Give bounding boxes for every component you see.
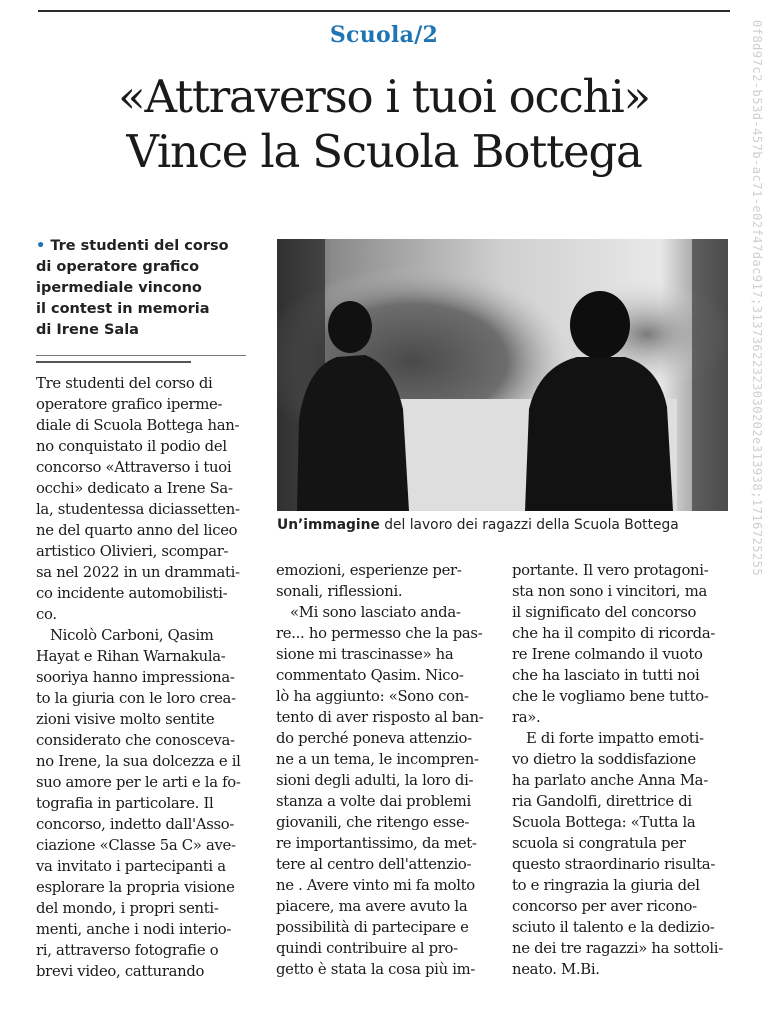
- body-line: zioni visive molto sentite: [36, 711, 215, 728]
- body-line: la, studentessa diciassetten-: [36, 501, 240, 518]
- summary-line: il contest in memoria: [36, 301, 210, 317]
- article-column-2: [276, 560, 492, 980]
- body-line: il significato del concorso: [512, 604, 697, 621]
- body-line: ne del quarto anno del liceo: [36, 522, 238, 539]
- body-line: concorso per aver ricono-: [512, 898, 697, 915]
- body-line: co.: [36, 606, 57, 623]
- body-line: re importantissimo, da met-: [276, 835, 477, 852]
- body-line: ne a un tema, le incompren-: [276, 751, 479, 768]
- body-line: re Irene colmando il vuoto: [512, 646, 703, 663]
- top-rule: [38, 10, 730, 12]
- body-line: ha parlato anche Anna Ma-: [512, 772, 708, 789]
- body-line: no Irene, la sua dolcezza e il: [36, 753, 241, 770]
- body-line: re... ho permesso che la pas-: [276, 625, 483, 642]
- body-line: Nicolò Carboni, Qasim: [50, 627, 214, 644]
- body-line: portante. Il vero protagoni-: [512, 562, 709, 579]
- body-line: ra».: [512, 709, 541, 726]
- body-line: ria Gandolfi, direttrice di: [512, 793, 692, 810]
- photo-caption: [277, 517, 732, 533]
- body-line: ri, attraverso fotografie o: [36, 942, 219, 959]
- body-line: va invitato i partecipanti a: [36, 858, 226, 875]
- body-line: operatore grafico iperme-: [36, 396, 223, 413]
- body-line: sta non sono i vincitori, ma: [512, 583, 707, 600]
- body-line: tere al centro dell'attenzio-: [276, 856, 472, 873]
- body-line: commentato Qasim. Nico-: [276, 667, 464, 684]
- body-line: «Mi sono lasciato anda-: [290, 604, 461, 621]
- body-line: co incidente automobilisti-: [36, 585, 228, 602]
- body-line: tografia in particolare. Il: [36, 795, 214, 812]
- body-line: to la giuria con le loro crea-: [36, 690, 236, 707]
- body-line: menti, anche i nodi interio-: [36, 921, 232, 938]
- body-line: lò ha aggiunto: «Sono con-: [276, 688, 469, 705]
- body-line: possibilità di partecipare e: [276, 919, 469, 936]
- body-line: questo straordinario risulta-: [512, 856, 716, 873]
- body-line: esplorare la propria visione: [36, 879, 235, 896]
- article-photo: [277, 239, 728, 511]
- summary-line: di operatore grafico: [36, 259, 200, 275]
- summary-divider-accent: [36, 361, 191, 363]
- body-line: Scuola Bottega: «Tutta la: [512, 814, 696, 831]
- body-line: che ha il compito di ricorda-: [512, 625, 716, 642]
- summary-box: [36, 236, 246, 341]
- caption-lead: Un’immagine: [277, 517, 380, 533]
- body-line: giovanili, che ritengo esse-: [276, 814, 470, 831]
- body-line: sonali, riflessioni.: [276, 583, 403, 600]
- body-line: sciuto il talento e la dedizio-: [512, 919, 715, 936]
- headline-line-1: «Attraverso i tuoi occhi»: [118, 70, 650, 123]
- body-line: suo amore per le arti e la fo-: [36, 774, 241, 791]
- body-line: to e ringrazia la giuria del: [512, 877, 700, 894]
- body-line: del mondo, i propri senti-: [36, 900, 219, 917]
- caption-text: del lavoro dei ragazzi della Scuola Bottega: [379, 517, 679, 533]
- article-column-3: [512, 560, 730, 980]
- summary-line: di Irene Sala: [36, 322, 139, 338]
- body-line: concorso «Attraverso i tuoi: [36, 459, 232, 476]
- body-line: stanza a volte dai problemi: [276, 793, 471, 810]
- article-photo-image: [277, 239, 728, 511]
- body-line: ciazione «Classe 5a C» ave-: [36, 837, 236, 854]
- body-line: sooriya hanno impressiona-: [36, 669, 235, 686]
- body-line: che le vogliamo bene tutto-: [512, 688, 709, 705]
- body-line: ne dei tre ragazzi» ha sottoli-: [512, 940, 723, 957]
- body-line: occhi» dedicato a Irene Sa-: [36, 480, 233, 497]
- body-line: piacere, ma avere avuto la: [276, 898, 468, 915]
- summary-divider: [36, 355, 246, 356]
- body-line: artistico Olivieri, scompar-: [36, 543, 229, 560]
- side-code: 0f8d97c2-b53d-457b-ac71-e02f47dac917;31373622323030202e313938;1716725255: [750, 20, 764, 577]
- body-line: brevi video, catturando: [36, 963, 205, 980]
- section-kicker: Scuola/2: [329, 22, 439, 48]
- body-line: ne . Avere vinto mi fa molto: [276, 877, 475, 894]
- summary-line: ipermediale vincono: [36, 280, 202, 296]
- body-line: considerato che conosceva-: [36, 732, 235, 749]
- body-line: che ha lasciato in tutti noi: [512, 667, 700, 684]
- body-line: Tre studenti del corso di: [36, 375, 213, 392]
- body-line: scuola si congratula per: [512, 835, 686, 852]
- body-line: tento di aver risposto al ban-: [276, 709, 484, 726]
- body-line: getto è stata la cosa più im-: [276, 961, 476, 978]
- body-line: no conquistato il podio del: [36, 438, 227, 455]
- article-column-1: [36, 373, 250, 982]
- headline-line-2: Vince la Scuola Bottega: [126, 125, 642, 178]
- body-line: E di forte impatto emoti-: [526, 730, 704, 747]
- body-line: Hayat e Rihan Warnakula-: [36, 648, 226, 665]
- body-line: quindi contribuire al pro-: [276, 940, 458, 957]
- body-line: sione mi trascinasse» ha: [276, 646, 454, 663]
- body-line: emozioni, esperienze per-: [276, 562, 462, 579]
- body-line: diale di Scuola Bottega han-: [36, 417, 240, 434]
- body-line: sa nel 2022 in un drammati-: [36, 564, 240, 581]
- summary-line: Tre studenti del corso: [50, 238, 229, 254]
- body-line: sioni degli adulti, la loro di-: [276, 772, 474, 789]
- body-line: concorso, indetto dall'Asso-: [36, 816, 235, 833]
- body-line: do perché poneva attenzio-: [276, 730, 472, 747]
- body-line: neato. M.Bi.: [512, 961, 600, 978]
- body-line: vo dietro la soddisfazione: [512, 751, 696, 768]
- summary-bullet: •: [36, 238, 46, 254]
